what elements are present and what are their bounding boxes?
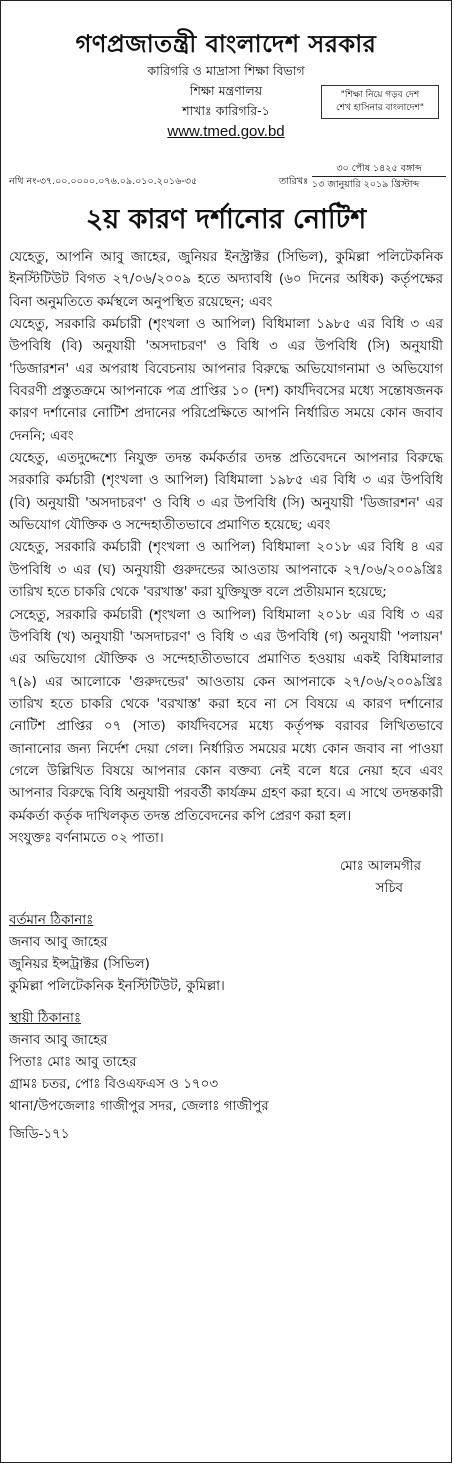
reference-row <box>9 159 443 195</box>
present-address-line: জুনিয়র ইন্সট্রাক্টর (সিভিল) <box>9 957 150 973</box>
slogan-line-2: শেখ হাসিনার বাংলাদেশ" <box>335 103 425 113</box>
date-bangla: ৩০ পৌষ ১৪২৫ বঙ্গাব্দ <box>312 161 446 177</box>
notice-title: ২য় কারণ দর্শানোর নোটিশ <box>85 204 367 235</box>
permanent-address <box>9 1008 443 1118</box>
signatory-name: মোঃ আলমগীর <box>339 859 421 875</box>
ministry-name: শিক্ষা মন্ত্রণালয় <box>189 83 263 98</box>
date-box <box>312 161 446 192</box>
permanent-address-line: জনাব আবু জাহের <box>9 1033 108 1049</box>
permanent-address-heading: স্থায়ী ঠিকানাঃ <box>9 1011 81 1027</box>
present-address-line: কুমিল্লা পলিটেকনিক ইনস্টিটিউট, কুমিল্লা। <box>9 979 225 995</box>
government-title: গণপ্রজাতন্ত্রী বাংলাদেশ সরকার <box>75 30 377 58</box>
notice-body <box>9 247 443 850</box>
website-link[interactable]: www.tmed.gov.bd <box>167 123 285 140</box>
present-address-line: জনাব আবু জাহের <box>9 935 108 951</box>
gd-code: জিডি-১৭১ <box>9 1127 70 1143</box>
paragraph-4: যেহেতু, সরকারি কর্মচারী (শৃংখলা ও আপিল) বিধিমালা ২০১৮ এর বিধি ৪ এর উপবিধি ৩ এর (ঘ) অনুযায়ী গুরুদন্ডের আওতায় আপনাকে ২৭/০৬/২০০৯খ্রিঃ তারিখ হতে চাকরি থেকে 'বরখাস্ত' করা যুক্তিযুক্ত বলে প্রতীয়মান হয়েছে; <box>9 540 443 601</box>
date-label: তারিখঃ <box>279 176 309 187</box>
slogan-line-1: "শিক্ষা নিয়ে গড়ব দেশ <box>340 90 420 100</box>
paragraph-2: যেহেতু, সরকারি কর্মচারী (শৃংখলা ও আপিল) বিধিমালা ১৯৮৫ এর বিধি ৩ এর উপবিধি (বি) অনুযায়ী 'অসদাচরণ' ও বিধি ৩ এর উপবিধি (সি) অনুযায়ী 'ডিজারশন' এর অপরাধ বিবেচনায় আপনার বিরুদ্ধে অভিযোগনামা ও অভিযোগ বিবরণী প্রস্তুতক্রমে আপনাকে পত্র প্রাপ্তির ১০ (দশ) কার্যদিবসের মধ্যে সন্তোষজনক কারণ দর্শানোর নোটিশ প্রদানের পরিপ্রেক্ষিতে আপনি নির্ধারিত সময়ে কোন জবাব দেননি; এবং <box>9 317 443 444</box>
present-address-heading: বর্তমান ঠিকানাঃ <box>9 913 94 929</box>
signature-block <box>9 856 443 900</box>
attachment-note: সংযুক্তঃ বর্ণনামতে ০২ পাতা। <box>9 830 164 846</box>
paragraph-3: যেহেতু, এতদুদ্দেশ্যে নিযুক্ত তদন্ত কর্মকর্তার তদন্ত প্রতিবেদনে আপনার বিরুদ্ধে সরকারি কর্মচারী (শৃংখলা ও আপিল) বিধিমালা ১৯৮৫ এর বিধি ৩ এর উপবিধি (বি) অনুযায়ী 'অসদাচরণ' ও বিধি ৩ এর উপবিধি (সি) অনুযায়ী 'ডিজারশন' এর অভিযোগ যৌক্তিক ও সন্দেহাতীতভাবে প্রমাণিত হয়েছে; এবং <box>9 451 443 534</box>
letterhead <box>9 59 443 159</box>
signatory-designation: সচিব <box>375 881 403 897</box>
paragraph-1: যেহেতু, আপনি আবু জাহের, জুনিয়র ইনস্ট্রাক্টর (সিভিল), কুমিল্লা পলিটেকনিক ইনস্টিটিউট বিগত ২৭/০৬/২০০৯ হতে অদ্যাবধি (৬০ দিনের অধিক) কর্তৃপক্ষের বিনা অনুমতিতে কর্মস্থলে অনুপস্থিত রয়েছেন; এবং <box>9 250 443 310</box>
paragraph-5: সেহেতু, সরকারি কর্মচারী (শৃংখলা ও আপিল) বিধিমালা ২০১৮ এর বিধি ৩ এর উপবিধি (খ) অনুযায়ী 'অসদাচরণ' ও বিধি ৩ এর উপবিধি (গ) অনুযায়ী 'পলায়ন' এর অভিযোগ যৌক্তিক ও সন্দেহাতীতভাবে প্রমাণিত হওয়ায় একই বিধিমালার ৭(৯) এর আলোকে 'গুরুদন্ডের' আওতায় কেন আপনাকে ২৭/০৬/২০০৯খ্রিঃ তারিখ হতে চাকরি থেকে 'বরখাস্ত' করা হবে না সে বিষয়ে এ কারণ দর্শানোর নোটিশ প্রাপ্তির ০৭ (সাত) কার্যদিবসের মধ্যে কর্তৃপক্ষ বরাবর লিখিতভাবে জানানোর জন্য নির্দেশ দেয়া গেল। নির্ধারিত সময়ের মধ্যে কোন জবাব না পাওয়া গেলে উল্লিখিত বিষয়ে আপনার কোন বক্তব্য নেই বলে ধরে নেয়া হবে এবং আপনার বিরুদ্ধে বিধি অনুযায়ী পরবর্তী কার্যক্রম গ্রহণ করা হবে। এ সাথে তদন্তকারী কর্মকর্তা কর্তৃক দাখিলকৃত তদন্ত প্রতিবেদনের কপি প্রেরণ করা হল। <box>9 607 443 824</box>
date-english: ১৩ জানুয়ারি ২০১৯ খ্রিস্টাব্দ <box>312 179 420 190</box>
permanent-address-line: পিতাঃ মোঃ আবু তাহের <box>9 1055 137 1071</box>
division-name: কারিগরি ও মাদ্রাসা শিক্ষা বিভাগ <box>147 63 305 78</box>
slogan-box <box>321 85 439 119</box>
permanent-address-line: গ্রামঃ চতর, পোঃ বিওএফএস ও ১৭০৩ <box>9 1077 219 1093</box>
branch-name: শাখাঃ কারিগরি-১ <box>182 103 270 118</box>
present-address <box>9 910 443 998</box>
file-number: নথি নং-৩৭.০০.০০০০.০৭৬.০৯.০১০.২০১৬-৩৫ <box>9 176 198 187</box>
permanent-address-line: থানা/উপজেলাঃ গাজীপুর সদর, জেলাঃ গাজীপুর <box>9 1099 269 1115</box>
